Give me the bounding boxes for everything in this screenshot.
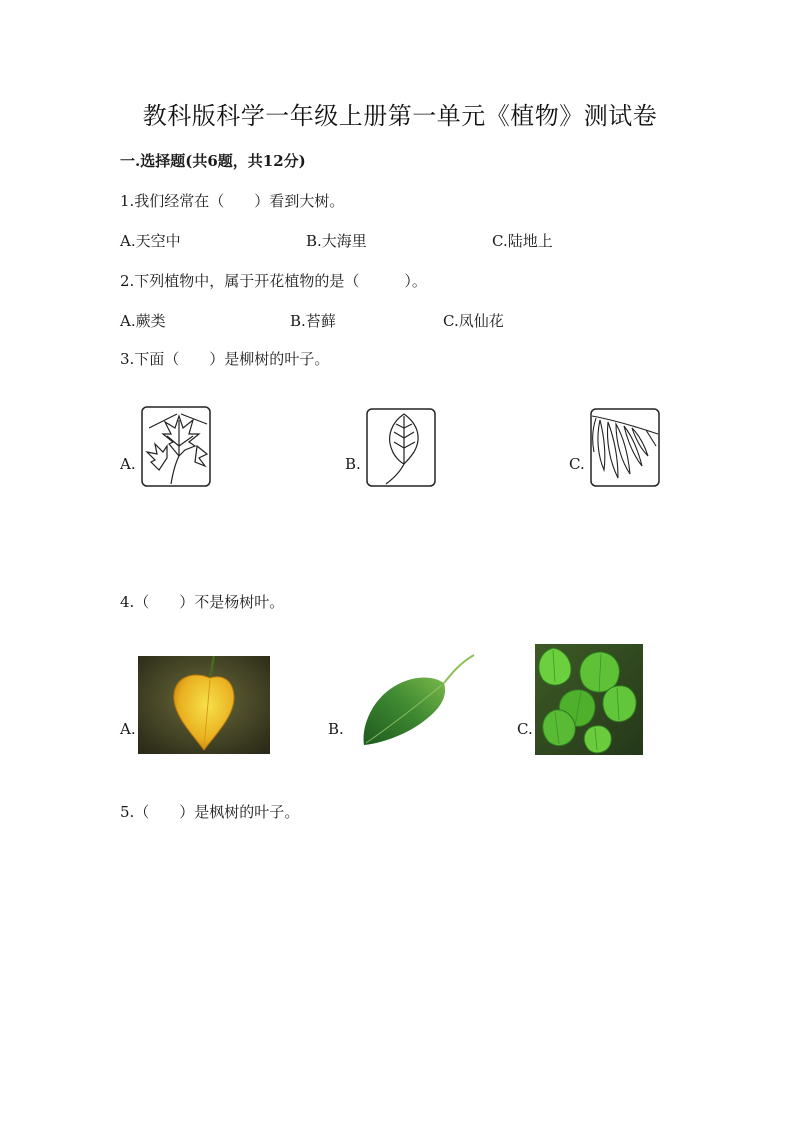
q3-image-b[interactable] bbox=[366, 408, 436, 487]
question-4: 4.（ ）不是杨树叶。 bbox=[120, 593, 285, 611]
q1-option-b[interactable]: B.大海里 bbox=[306, 232, 367, 250]
q1-option-a[interactable]: A.天空中 bbox=[120, 232, 181, 250]
q4-image-b[interactable] bbox=[356, 653, 476, 747]
q4-option-c[interactable]: C. bbox=[517, 720, 533, 738]
q2-option-c[interactable]: C.凤仙花 bbox=[443, 312, 504, 330]
question-5: 5.（ ）是枫树的叶子。 bbox=[120, 803, 300, 821]
section-heading: 一.选择题(共6题，共12分) bbox=[120, 152, 306, 170]
q4-image-c[interactable] bbox=[535, 644, 643, 755]
page-title: 教科版科学一年级上册第一单元《植物》测试卷 bbox=[142, 102, 658, 130]
q4-option-b[interactable]: B. bbox=[328, 720, 344, 738]
question-1: 1.我们经常在（ ）看到大树。 bbox=[120, 192, 345, 210]
q3-option-c[interactable]: C. bbox=[569, 455, 585, 473]
willow-branch-drawing-icon bbox=[590, 408, 660, 487]
green-leaves-photo-icon bbox=[535, 644, 643, 755]
q3-image-c[interactable] bbox=[590, 408, 660, 487]
question-3: 3.下面（ ）是柳树的叶子。 bbox=[120, 350, 330, 368]
question-2: 2.下列植物中，属于开花植物的是（ ）。 bbox=[120, 272, 427, 290]
q2-option-b[interactable]: B.苔藓 bbox=[290, 312, 336, 330]
q4-option-a[interactable]: A. bbox=[120, 720, 136, 738]
yellow-heart-leaf-photo-icon bbox=[138, 656, 270, 754]
q3-option-b[interactable]: B. bbox=[345, 455, 361, 473]
poplar-leaf-photo-icon bbox=[356, 653, 476, 747]
q3-option-a[interactable]: A. bbox=[120, 455, 136, 473]
q3-image-a[interactable] bbox=[141, 406, 211, 487]
q4-image-a[interactable] bbox=[138, 656, 270, 754]
single-leaf-drawing-icon bbox=[366, 408, 436, 487]
q1-option-c[interactable]: C.陆地上 bbox=[492, 232, 553, 250]
q2-option-a[interactable]: A.蕨类 bbox=[120, 312, 166, 330]
maple-leaf-drawing-icon bbox=[141, 406, 211, 487]
